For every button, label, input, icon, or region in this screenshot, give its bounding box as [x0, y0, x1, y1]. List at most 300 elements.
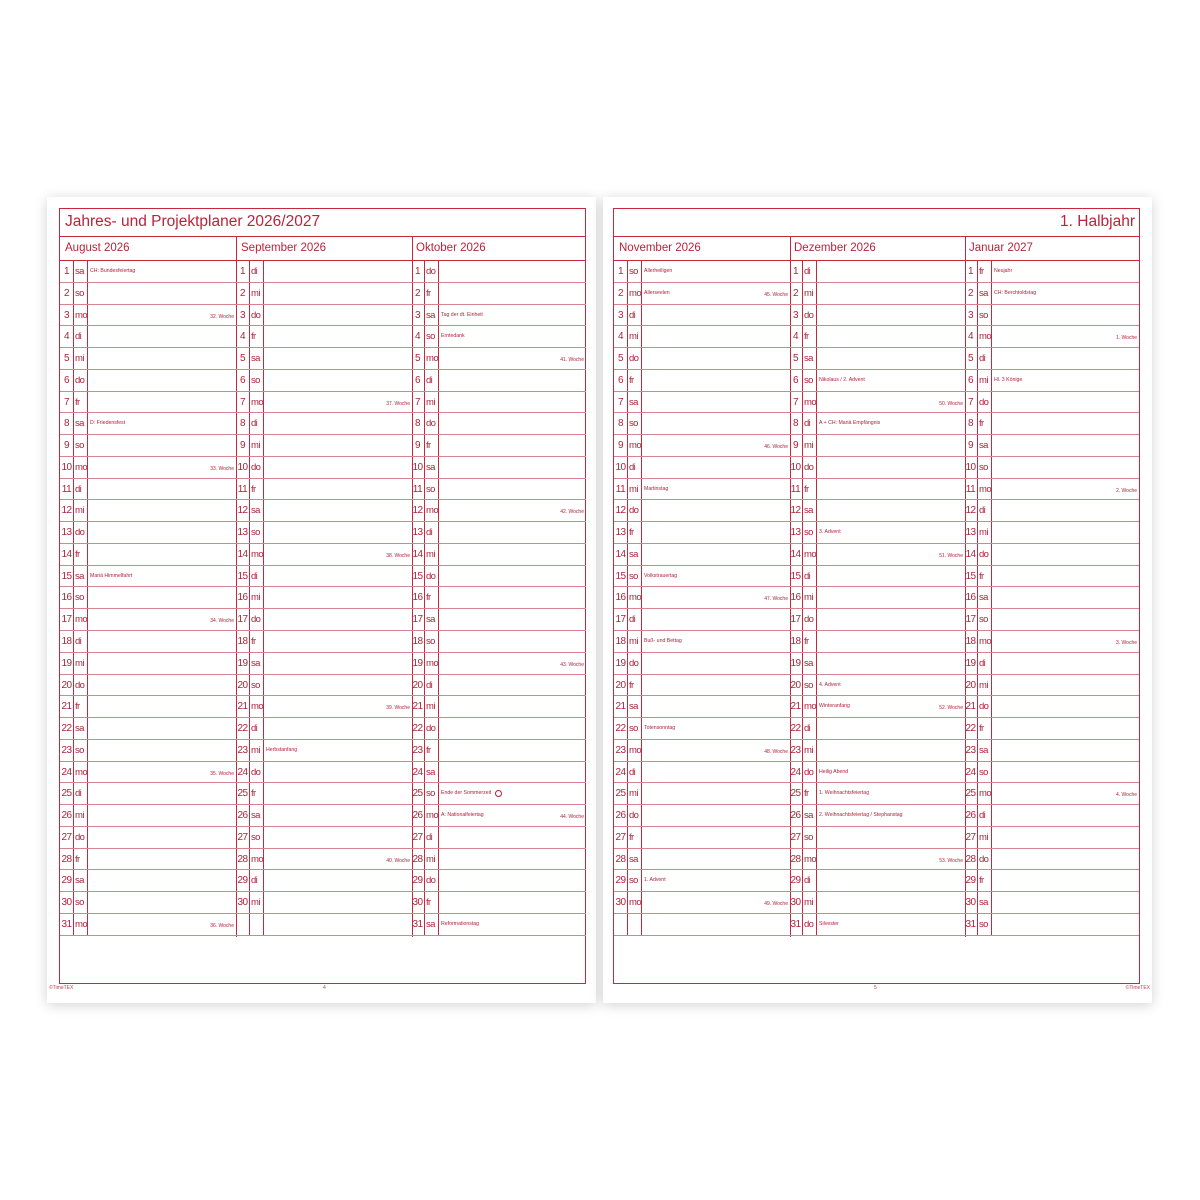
- day-number: 8: [967, 418, 974, 430]
- weekday: fr: [426, 287, 431, 299]
- day-number: 29: [237, 875, 248, 887]
- day-row[interactable]: [789, 870, 965, 892]
- page-title: 1. Halbjahr: [1060, 213, 1135, 230]
- day-number: 23: [412, 744, 423, 756]
- day-row[interactable]: [964, 348, 1139, 370]
- day-row[interactable]: [789, 370, 965, 392]
- weekday: do: [629, 810, 639, 822]
- day-row[interactable]: [614, 348, 790, 370]
- weekday: so: [979, 918, 988, 930]
- day-row[interactable]: [789, 696, 965, 718]
- day-row[interactable]: [60, 631, 236, 653]
- day-row[interactable]: [60, 413, 236, 435]
- weekday: mi: [251, 287, 260, 299]
- day-row[interactable]: [964, 457, 1139, 479]
- weekday: fr: [426, 744, 431, 756]
- day-row[interactable]: [614, 283, 790, 305]
- day-row[interactable]: [411, 762, 586, 784]
- holiday-label: [819, 370, 865, 391]
- day-row[interactable]: [789, 718, 965, 740]
- weekday: mo: [426, 657, 438, 669]
- day-row[interactable]: [411, 544, 586, 566]
- holiday-text: Buß- und Bettag: [644, 638, 682, 645]
- day-number: 28: [615, 853, 626, 865]
- weekday: sa: [251, 657, 260, 669]
- day-row[interactable]: [411, 305, 586, 327]
- day-number: 15: [965, 570, 976, 582]
- day-row[interactable]: [964, 435, 1139, 457]
- day-row[interactable]: [964, 892, 1139, 914]
- day-row[interactable]: [614, 522, 790, 544]
- day-row[interactable]: [236, 762, 412, 784]
- day-row[interactable]: [236, 849, 412, 871]
- day-row[interactable]: [614, 914, 790, 936]
- day-row[interactable]: [60, 653, 236, 675]
- day-row[interactable]: [614, 870, 790, 892]
- day-row[interactable]: [411, 805, 586, 827]
- day-row[interactable]: [60, 718, 236, 740]
- day-row[interactable]: [789, 783, 965, 805]
- weekday: mi: [804, 440, 813, 452]
- day-list: [614, 261, 790, 936]
- day-row[interactable]: [236, 261, 412, 283]
- day-row[interactable]: [614, 609, 790, 631]
- day-row[interactable]: [964, 675, 1139, 697]
- day-row[interactable]: [411, 326, 586, 348]
- holiday-text: Volkstrauertag: [644, 572, 678, 579]
- day-row[interactable]: [614, 370, 790, 392]
- day-row[interactable]: [789, 261, 965, 283]
- day-number: 30: [61, 897, 72, 909]
- week-number: 32. Woche: [210, 313, 234, 320]
- day-row[interactable]: [789, 740, 965, 762]
- day-row[interactable]: [411, 522, 586, 544]
- day-row[interactable]: [236, 370, 412, 392]
- day-row[interactable]: [236, 566, 412, 588]
- weekday: mi: [426, 396, 435, 408]
- day-row[interactable]: [964, 544, 1139, 566]
- day-row[interactable]: [60, 435, 236, 457]
- day-row[interactable]: [964, 849, 1139, 871]
- day-number: 9: [239, 440, 246, 452]
- day-row[interactable]: [236, 587, 412, 609]
- day-row[interactable]: [411, 283, 586, 305]
- day-row[interactable]: [614, 740, 790, 762]
- weekday: mi: [75, 657, 84, 669]
- day-row[interactable]: [964, 283, 1139, 305]
- day-row[interactable]: [964, 587, 1139, 609]
- day-number: 26: [237, 810, 248, 822]
- holiday-text: Herbstanfang: [266, 746, 298, 753]
- weekday: di: [426, 527, 433, 539]
- day-number: 7: [617, 396, 624, 408]
- weekday: di: [629, 614, 636, 626]
- weekday: mi: [804, 592, 813, 604]
- day-number: 18: [615, 636, 626, 648]
- day-number: 30: [615, 897, 626, 909]
- day-row[interactable]: [411, 675, 586, 697]
- day-row[interactable]: [60, 783, 236, 805]
- day-row[interactable]: [964, 370, 1139, 392]
- day-row[interactable]: [964, 413, 1139, 435]
- holiday-text: 4. Advent: [819, 681, 841, 688]
- day-row[interactable]: [60, 326, 236, 348]
- holiday-text: Totensonntag: [644, 725, 676, 732]
- week-number: 1. Woche: [1115, 335, 1137, 342]
- day-number: 18: [412, 636, 423, 648]
- day-row[interactable]: [60, 348, 236, 370]
- weekday: sa: [979, 744, 988, 756]
- holiday-label: [441, 914, 479, 935]
- day-row[interactable]: [964, 827, 1139, 849]
- day-number: 4: [617, 331, 624, 343]
- day-row[interactable]: [236, 457, 412, 479]
- day-row[interactable]: [789, 457, 965, 479]
- day-number: 10: [790, 461, 801, 473]
- day-row[interactable]: [789, 479, 965, 501]
- day-row[interactable]: [60, 675, 236, 697]
- day-row[interactable]: [411, 653, 586, 675]
- day-row[interactable]: [614, 849, 790, 871]
- day-row[interactable]: [411, 870, 586, 892]
- day-row[interactable]: [964, 500, 1139, 522]
- day-row[interactable]: [789, 805, 965, 827]
- day-row[interactable]: [236, 827, 412, 849]
- day-number: 27: [412, 831, 423, 843]
- day-number: 22: [412, 723, 423, 735]
- day-row[interactable]: [60, 283, 236, 305]
- day-row[interactable]: [964, 696, 1139, 718]
- day-row[interactable]: [964, 653, 1139, 675]
- weekday: do: [979, 701, 989, 713]
- day-number: 27: [965, 831, 976, 843]
- day-row[interactable]: [236, 870, 412, 892]
- day-row[interactable]: [411, 500, 586, 522]
- weekday: sa: [629, 853, 638, 865]
- day-row[interactable]: [236, 696, 412, 718]
- day-number: 6: [63, 374, 70, 386]
- day-row[interactable]: [411, 348, 586, 370]
- day-number: 15: [615, 570, 626, 582]
- day-row[interactable]: [411, 849, 586, 871]
- holiday-label: [644, 631, 682, 652]
- day-number: 29: [61, 875, 72, 887]
- day-row[interactable]: [411, 261, 586, 283]
- weekday: mo: [979, 788, 991, 800]
- weekday: so: [629, 266, 638, 277]
- day-row[interactable]: [964, 762, 1139, 784]
- day-row[interactable]: [614, 392, 790, 414]
- day-row[interactable]: [236, 479, 412, 501]
- weekday: mo: [75, 614, 87, 626]
- day-row[interactable]: [411, 609, 586, 631]
- day-row[interactable]: [789, 609, 965, 631]
- day-row[interactable]: [60, 305, 236, 327]
- day-row[interactable]: [614, 696, 790, 718]
- week-number: 38. Woche: [386, 552, 410, 559]
- day-row[interactable]: [60, 566, 236, 588]
- day-list: [964, 261, 1139, 936]
- day-number: 3: [63, 309, 70, 321]
- holiday-label: [819, 805, 903, 826]
- day-row[interactable]: [964, 566, 1139, 588]
- day-list: [236, 261, 412, 936]
- weekday: fr: [979, 266, 984, 277]
- right-page-frame: [613, 208, 1140, 984]
- day-row[interactable]: [236, 305, 412, 327]
- day-row[interactable]: [411, 587, 586, 609]
- day-row[interactable]: [236, 805, 412, 827]
- weekday: fr: [629, 374, 634, 386]
- weekday: so: [629, 723, 638, 735]
- day-row[interactable]: [789, 653, 965, 675]
- day-row[interactable]: [614, 435, 790, 457]
- day-row[interactable]: [411, 370, 586, 392]
- day-row[interactable]: [236, 914, 412, 936]
- day-row[interactable]: [236, 675, 412, 697]
- day-number: 7: [63, 396, 70, 408]
- day-row[interactable]: [411, 740, 586, 762]
- day-number: 23: [965, 744, 976, 756]
- day-number: 23: [790, 744, 801, 756]
- day-row[interactable]: [60, 892, 236, 914]
- day-row[interactable]: [789, 914, 965, 936]
- day-row[interactable]: [236, 413, 412, 435]
- day-row[interactable]: [614, 783, 790, 805]
- weekday: fr: [804, 788, 809, 800]
- day-row[interactable]: [236, 500, 412, 522]
- holiday-label: [644, 261, 672, 282]
- day-row[interactable]: [789, 675, 965, 697]
- day-row[interactable]: [789, 500, 965, 522]
- day-row[interactable]: [236, 783, 412, 805]
- weekday: mi: [629, 483, 638, 495]
- day-row[interactable]: [964, 261, 1139, 283]
- day-number: 29: [965, 875, 976, 887]
- weekday: do: [75, 679, 85, 691]
- day-row[interactable]: [60, 370, 236, 392]
- weekday: do: [629, 353, 639, 365]
- day-row[interactable]: [236, 392, 412, 414]
- day-row[interactable]: [236, 283, 412, 305]
- day-row[interactable]: [411, 435, 586, 457]
- day-row[interactable]: [614, 305, 790, 327]
- day-row[interactable]: [411, 696, 586, 718]
- day-row[interactable]: [614, 718, 790, 740]
- weekday: sa: [426, 461, 435, 473]
- weekday: di: [426, 679, 433, 691]
- day-row[interactable]: [964, 870, 1139, 892]
- weekday: so: [804, 374, 813, 386]
- day-row[interactable]: [789, 849, 965, 871]
- day-row[interactable]: [964, 305, 1139, 327]
- day-row[interactable]: [614, 762, 790, 784]
- day-row[interactable]: [60, 479, 236, 501]
- day-row[interactable]: [411, 566, 586, 588]
- day-row[interactable]: [60, 392, 236, 414]
- week-number: 3. Woche: [1115, 640, 1137, 647]
- day-row[interactable]: [964, 631, 1139, 653]
- day-row[interactable]: [614, 675, 790, 697]
- week-number: 43. Woche: [560, 661, 584, 668]
- day-row[interactable]: [614, 805, 790, 827]
- day-row[interactable]: [60, 740, 236, 762]
- weekday-divider: [641, 914, 642, 935]
- holiday-label: [819, 914, 839, 935]
- left-page-frame: [59, 208, 586, 984]
- day-row[interactable]: [60, 696, 236, 718]
- day-row[interactable]: [60, 261, 236, 283]
- day-row[interactable]: [789, 435, 965, 457]
- day-row[interactable]: [789, 544, 965, 566]
- week-number: 35. Woche: [210, 770, 234, 777]
- day-number: 4: [967, 331, 974, 343]
- weekday: so: [75, 744, 84, 756]
- day-row[interactable]: [411, 631, 586, 653]
- day-row[interactable]: [411, 479, 586, 501]
- day-row[interactable]: [236, 740, 412, 762]
- day-row[interactable]: [236, 892, 412, 914]
- day-row[interactable]: [789, 348, 965, 370]
- week-number: 2. Woche: [1115, 487, 1137, 494]
- weekday: mo: [804, 548, 816, 560]
- day-row[interactable]: [60, 522, 236, 544]
- day-row[interactable]: [614, 544, 790, 566]
- weekday: mo: [251, 396, 263, 408]
- week-number: 34. Woche: [210, 618, 234, 625]
- day-row[interactable]: [789, 283, 965, 305]
- weekday: mi: [804, 287, 813, 299]
- day-row[interactable]: [964, 805, 1139, 827]
- day-row[interactable]: [614, 631, 790, 653]
- day-row[interactable]: [614, 479, 790, 501]
- day-number: 24: [412, 766, 423, 778]
- day-row[interactable]: [789, 305, 965, 327]
- day-row[interactable]: [964, 479, 1139, 501]
- day-row[interactable]: [60, 587, 236, 609]
- day-row[interactable]: [789, 413, 965, 435]
- weekday: fr: [251, 788, 256, 800]
- day-number: 3: [617, 309, 624, 321]
- day-number: 19: [965, 657, 976, 669]
- day-row[interactable]: [411, 827, 586, 849]
- day-row[interactable]: [236, 718, 412, 740]
- weekday: sa: [804, 810, 813, 822]
- day-row[interactable]: [60, 914, 236, 936]
- day-number: 1: [967, 266, 974, 277]
- day-row[interactable]: [789, 631, 965, 653]
- day-number: 3: [414, 309, 421, 321]
- day-row[interactable]: [789, 587, 965, 609]
- day-row[interactable]: [789, 522, 965, 544]
- weekday: fr: [75, 396, 80, 408]
- day-row[interactable]: [614, 457, 790, 479]
- day-row[interactable]: [964, 718, 1139, 740]
- day-row[interactable]: [60, 609, 236, 631]
- day-row[interactable]: [411, 892, 586, 914]
- day-row[interactable]: [964, 522, 1139, 544]
- day-number: 13: [790, 527, 801, 539]
- day-row[interactable]: [614, 413, 790, 435]
- day-row[interactable]: [964, 914, 1139, 936]
- day-row[interactable]: [614, 892, 790, 914]
- day-row[interactable]: [964, 783, 1139, 805]
- holiday-label: [819, 675, 841, 696]
- day-row[interactable]: [789, 762, 965, 784]
- day-row[interactable]: [614, 653, 790, 675]
- day-row[interactable]: [236, 348, 412, 370]
- day-number: 20: [61, 679, 72, 691]
- weekday: do: [979, 396, 989, 408]
- day-row[interactable]: [60, 805, 236, 827]
- day-row[interactable]: [964, 392, 1139, 414]
- day-row[interactable]: [236, 653, 412, 675]
- day-row[interactable]: [789, 892, 965, 914]
- week-number: 52. Woche: [939, 705, 963, 712]
- day-row[interactable]: [964, 740, 1139, 762]
- day-row[interactable]: [411, 392, 586, 414]
- day-number: 12: [965, 505, 976, 517]
- day-row[interactable]: [60, 849, 236, 871]
- day-row[interactable]: [60, 457, 236, 479]
- day-row[interactable]: [789, 827, 965, 849]
- day-row[interactable]: [614, 261, 790, 283]
- day-row[interactable]: [236, 435, 412, 457]
- day-number: 26: [615, 810, 626, 822]
- weekday: di: [629, 461, 636, 473]
- weekday: di: [979, 810, 986, 822]
- weekday: sa: [251, 353, 260, 365]
- day-row[interactable]: [789, 392, 965, 414]
- day-row[interactable]: [411, 914, 586, 936]
- day-row[interactable]: [614, 500, 790, 522]
- day-row[interactable]: [236, 631, 412, 653]
- day-row[interactable]: [614, 827, 790, 849]
- day-row[interactable]: [789, 566, 965, 588]
- weekday: mi: [979, 527, 988, 539]
- day-row[interactable]: [789, 326, 965, 348]
- day-row[interactable]: [236, 544, 412, 566]
- day-number: 5: [414, 353, 421, 365]
- day-row[interactable]: [411, 718, 586, 740]
- day-row[interactable]: [411, 783, 586, 805]
- weekday: do: [426, 418, 436, 430]
- day-row[interactable]: [964, 326, 1139, 348]
- weekday: fr: [426, 440, 431, 452]
- week-number: 39. Woche: [386, 705, 410, 712]
- day-number: 6: [617, 374, 624, 386]
- day-row[interactable]: [614, 566, 790, 588]
- day-row[interactable]: [614, 326, 790, 348]
- day-row[interactable]: [60, 544, 236, 566]
- day-row[interactable]: [411, 413, 586, 435]
- day-row[interactable]: [60, 500, 236, 522]
- day-row[interactable]: [60, 870, 236, 892]
- day-number: 17: [412, 614, 423, 626]
- weekday: fr: [426, 592, 431, 604]
- day-row[interactable]: [236, 522, 412, 544]
- week-number: 47. Woche: [764, 596, 788, 603]
- day-row[interactable]: [614, 587, 790, 609]
- day-row[interactable]: [60, 827, 236, 849]
- day-row[interactable]: [236, 609, 412, 631]
- day-row[interactable]: [964, 609, 1139, 631]
- day-row[interactable]: [411, 457, 586, 479]
- day-row[interactable]: [236, 326, 412, 348]
- day-row[interactable]: [60, 762, 236, 784]
- weekday: di: [75, 788, 82, 800]
- weekday: mi: [629, 788, 638, 800]
